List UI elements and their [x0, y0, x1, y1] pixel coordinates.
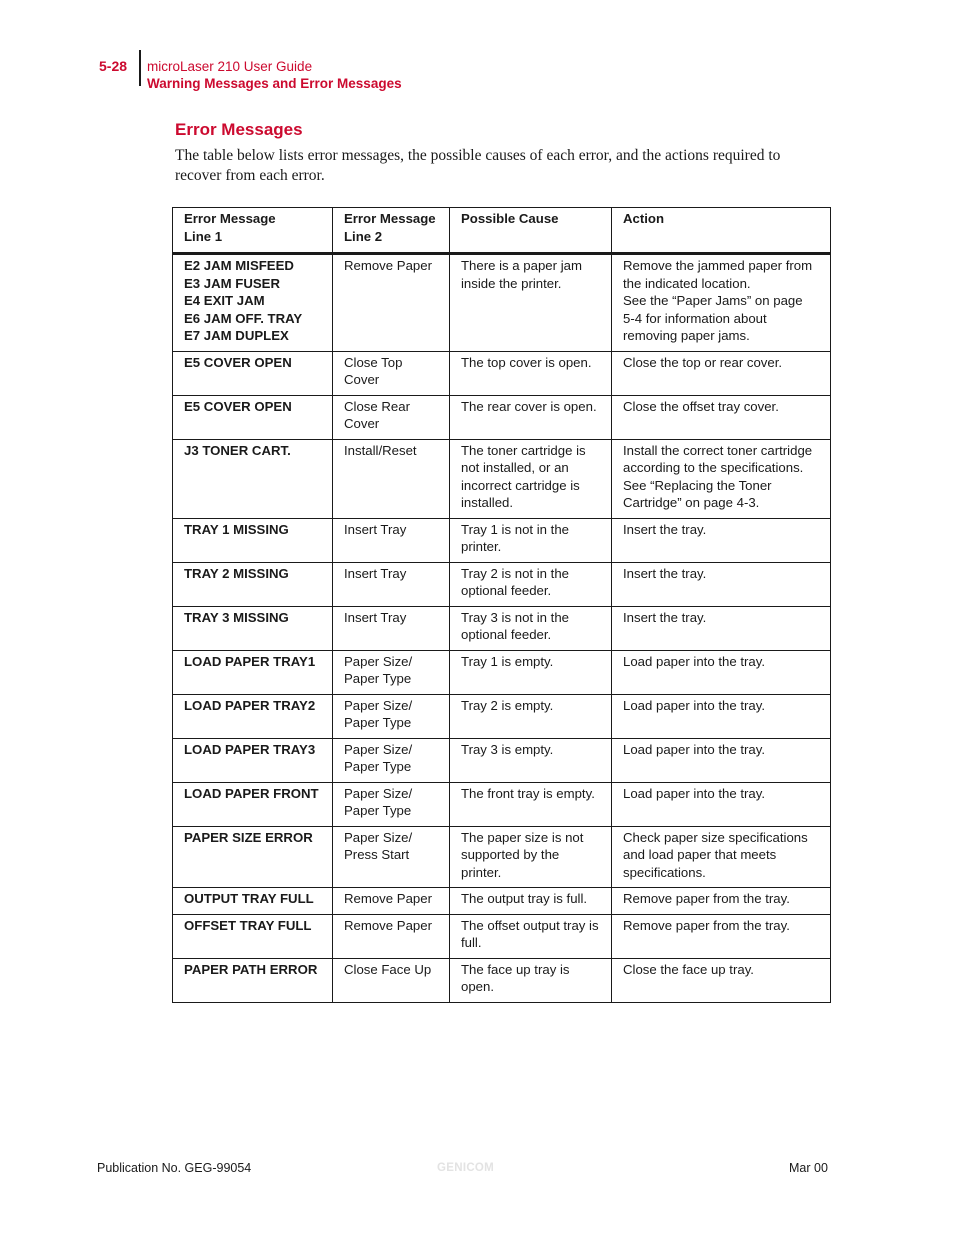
cell-line: printer.: [461, 539, 502, 554]
cell-line: printer.: [461, 864, 502, 880]
error-line-2-cell: [333, 351, 450, 395]
cell-line: installed.: [461, 495, 514, 510]
cell-line: inside the printer.: [461, 275, 562, 291]
possible-cause-cell: [450, 606, 612, 650]
cell-line: Insert the tray.: [623, 521, 707, 537]
table-row: [173, 958, 831, 1002]
cell-line: Paper Size/: [344, 697, 413, 713]
action-cell: [612, 562, 831, 606]
cell-line: E5 COVER OPEN: [184, 354, 292, 370]
cell-line: LOAD PAPER TRAY3: [184, 741, 316, 757]
cell-line: J3 TONER CART.: [184, 442, 291, 458]
error-line-2-cell: [333, 782, 450, 826]
cell-line: supported by the: [461, 847, 560, 862]
cell-line: The front tray is empty.: [461, 785, 595, 801]
cell-line: Remove Paper: [344, 917, 432, 933]
cell-line: Tray 2 is empty.: [461, 697, 554, 713]
table-row: [173, 606, 831, 650]
header-divider: [139, 50, 141, 86]
cell-line: Paper Size/: [344, 653, 413, 669]
cell-line: The rear cover is open.: [461, 398, 597, 414]
possible-cause-cell: [450, 826, 612, 888]
cell-line: E7 JAM DUPLEX: [184, 328, 289, 343]
table-row: [173, 650, 831, 694]
error-line-1-cell: [173, 738, 333, 782]
cell-line: TRAY 2 MISSING: [184, 565, 289, 581]
cell-line: Close Rear: [344, 398, 410, 414]
action-cell: [612, 694, 831, 738]
cell-line: E3 JAM FUSER: [184, 275, 280, 291]
table-row: [173, 562, 831, 606]
error-line-2-cell: [333, 694, 450, 738]
chapter-section-title: Warning Messages and Error Messages: [147, 76, 402, 91]
table-row: [173, 439, 831, 518]
genicom-watermark: GENICOM: [437, 1162, 495, 1174]
cell-line: Load paper into the tray.: [623, 741, 765, 757]
cell-line: Paper Type: [344, 803, 412, 818]
action-cell: [612, 650, 831, 694]
cell-line: Check paper size specifications: [623, 829, 808, 845]
cell-line: Insert Tray: [344, 521, 407, 537]
cell-line: Paper Size/: [344, 829, 413, 845]
action-cell: [612, 914, 831, 958]
cell-line: TRAY 3 MISSING: [184, 609, 289, 625]
intro-paragraph: The table below lists error messages, the possible causes of each error, and the actions required to recover from each error.: [175, 147, 781, 184]
cell-line: Load paper into the tray.: [623, 653, 765, 669]
cell-line: Close the top or rear cover.: [623, 354, 783, 370]
cell-line: Close the offset tray cover.: [623, 398, 779, 414]
action-cell: [612, 782, 831, 826]
error-line-1-cell: [173, 888, 333, 915]
page-number: 5-28: [99, 58, 128, 74]
error-line-1-cell: [173, 395, 333, 439]
cell-line: LOAD PAPER TRAY1: [184, 653, 316, 669]
cell-line: TRAY 1 MISSING: [184, 521, 289, 537]
cell-line: PAPER SIZE ERROR: [184, 829, 313, 845]
error-line-2-cell: [333, 738, 450, 782]
possible-cause-cell: [450, 395, 612, 439]
cell-line: The top cover is open.: [461, 354, 592, 370]
cell-line: PAPER PATH ERROR: [184, 961, 318, 977]
cell-line: LOAD PAPER FRONT: [184, 785, 319, 801]
cell-line: Paper Size/: [344, 741, 413, 757]
cell-line: Remove Paper: [344, 258, 432, 273]
table-row: [173, 826, 831, 888]
cell-line: incorrect cartridge is: [461, 477, 580, 493]
cell-line: Insert the tray.: [623, 609, 707, 625]
table-row: [173, 694, 831, 738]
possible-cause-cell: [450, 650, 612, 694]
cell-line: Load paper into the tray.: [623, 697, 765, 713]
header-row: [173, 208, 831, 254]
error-line-2-cell: [333, 826, 450, 888]
table-header: [173, 208, 831, 254]
cell-line: OFFSET TRAY FULL: [184, 917, 312, 933]
action-cell: [612, 351, 831, 395]
error-line-1-cell: [173, 694, 333, 738]
cell-line: and load paper that meets: [623, 847, 777, 862]
action-cell: [612, 826, 831, 888]
cell-line: Insert Tray: [344, 565, 407, 581]
cell-line: The face up tray is: [461, 961, 570, 977]
cell-line: E2 JAM MISFEED: [184, 258, 294, 273]
cell-line: The paper size is not: [461, 829, 584, 845]
cell-line: Paper Type: [344, 715, 412, 730]
header-line: Line 2: [344, 228, 383, 244]
publication-date: Mar 00: [789, 1161, 828, 1175]
header-error-message-line-2: [333, 208, 450, 254]
error-line-2-cell: [333, 254, 450, 352]
cell-line: Remove Paper: [344, 891, 432, 906]
possible-cause-cell: [450, 694, 612, 738]
possible-cause-cell: [450, 254, 612, 352]
table-row: [173, 888, 831, 915]
action-cell: [612, 888, 831, 915]
header-possible-cause: [450, 208, 612, 254]
cell-line: Insert the tray.: [623, 565, 707, 581]
cell-line: Install/Reset: [344, 442, 417, 458]
cell-line: Tray 3 is not in the: [461, 609, 569, 625]
error-line-2-cell: [333, 914, 450, 958]
possible-cause-cell: [450, 439, 612, 518]
table-row: [173, 254, 831, 352]
possible-cause-cell: [450, 958, 612, 1002]
cell-line: Tray 1 is empty.: [461, 653, 554, 669]
cell-line: Install the correct toner cartridge: [623, 442, 813, 458]
header-line: Action: [623, 211, 665, 226]
possible-cause-cell: [450, 562, 612, 606]
cell-line: The offset output tray is: [461, 917, 599, 933]
cell-line: removing paper jams.: [623, 328, 750, 343]
table-row: [173, 395, 831, 439]
possible-cause-cell: [450, 738, 612, 782]
cell-line: Paper Type: [344, 671, 412, 686]
cell-line: Close Top Cover: [344, 354, 403, 387]
cell-line: Load paper into the tray.: [623, 785, 765, 801]
cell-line: Tray 3 is empty.: [461, 741, 554, 757]
cell-line: the indicated location.: [623, 275, 751, 291]
action-cell: [612, 738, 831, 782]
cell-line: specifications.: [623, 864, 706, 880]
possible-cause-cell: [450, 914, 612, 958]
cell-line: Tray 2 is not in the: [461, 565, 569, 581]
error-line-2-cell: [333, 439, 450, 518]
cell-line: Tray 1 is not in the: [461, 521, 569, 537]
header-line: Possible Cause: [461, 211, 559, 226]
possible-cause-cell: [450, 782, 612, 826]
error-line-2-cell: [333, 958, 450, 1002]
cell-line: See the “Paper Jams” on page: [623, 293, 803, 308]
possible-cause-cell: [450, 518, 612, 562]
cell-line: E4 EXIT JAM: [184, 293, 265, 308]
error-line-1-cell: [173, 606, 333, 650]
possible-cause-cell: [450, 888, 612, 915]
action-cell: [612, 518, 831, 562]
table-body: [173, 254, 831, 1003]
cell-line: OUTPUT TRAY FULL: [184, 891, 314, 906]
cell-line: Insert Tray: [344, 609, 407, 625]
cell-line: not installed, or an: [461, 460, 569, 475]
cell-line: full.: [461, 935, 482, 950]
header-line: Error Message: [344, 211, 436, 226]
cell-line: See “Replacing the Toner: [623, 477, 772, 493]
cell-line: E5 COVER OPEN: [184, 398, 292, 414]
error-line-1-cell: [173, 562, 333, 606]
cell-line: Remove paper from the tray.: [623, 917, 790, 933]
cell-line: 5-4 for information about: [623, 310, 767, 326]
table-row: [173, 351, 831, 395]
error-line-1-cell: [173, 914, 333, 958]
cell-line: There is a paper jam: [461, 258, 582, 273]
cell-line: Remove the jammed paper from: [623, 258, 813, 273]
error-line-1-cell: [173, 518, 333, 562]
error-line-2-cell: [333, 606, 450, 650]
header-line: Line 1: [184, 228, 223, 244]
cell-line: Close the face up tray.: [623, 961, 754, 977]
action-cell: [612, 606, 831, 650]
error-line-2-cell: [333, 395, 450, 439]
header-error-message-line-1: [173, 208, 333, 254]
error-line-1-cell: [173, 254, 333, 352]
cell-line: Remove paper from the tray.: [623, 891, 790, 906]
cell-line: Paper Type: [344, 759, 412, 774]
cell-line: Cover: [344, 416, 380, 431]
publication-number: Publication No. GEG-99054: [97, 1161, 252, 1175]
cell-line: according to the specifications.: [623, 460, 804, 475]
error-line-1-cell: [173, 439, 333, 518]
error-line-2-cell: [333, 562, 450, 606]
cell-line: Paper Size/: [344, 785, 413, 801]
guide-title: microLaser 210 User Guide: [147, 59, 313, 74]
header-line: Error Message: [184, 211, 276, 226]
error-line-1-cell: [173, 650, 333, 694]
error-line-2-cell: [333, 888, 450, 915]
table-row: [173, 782, 831, 826]
cell-line: Cartridge” on page 4-3.: [623, 495, 760, 510]
error-line-1-cell: [173, 351, 333, 395]
cell-line: E6 JAM OFF. TRAY: [184, 310, 303, 326]
error-line-1-cell: [173, 826, 333, 888]
action-cell: [612, 958, 831, 1002]
error-line-2-cell: [333, 650, 450, 694]
possible-cause-cell: [450, 351, 612, 395]
error-messages-table: [172, 207, 831, 1003]
table-row: [173, 914, 831, 958]
cell-line: LOAD PAPER TRAY2: [184, 697, 316, 713]
cell-line: optional feeder.: [461, 583, 552, 598]
cell-line: The output tray is full.: [461, 891, 588, 906]
section-heading: Error Messages: [175, 120, 303, 139]
table-row: [173, 518, 831, 562]
error-line-1-cell: [173, 782, 333, 826]
error-line-2-cell: [333, 518, 450, 562]
cell-line: open.: [461, 979, 495, 994]
cell-line: optional feeder.: [461, 627, 552, 642]
action-cell: [612, 254, 831, 352]
cell-line: Press Start: [344, 847, 410, 862]
action-cell: [612, 395, 831, 439]
header-action: [612, 208, 831, 254]
table-row: [173, 738, 831, 782]
error-line-1-cell: [173, 958, 333, 1002]
action-cell: [612, 439, 831, 518]
cell-line: Close Face Up: [344, 961, 432, 977]
cell-line: The toner cartridge is: [461, 442, 586, 458]
